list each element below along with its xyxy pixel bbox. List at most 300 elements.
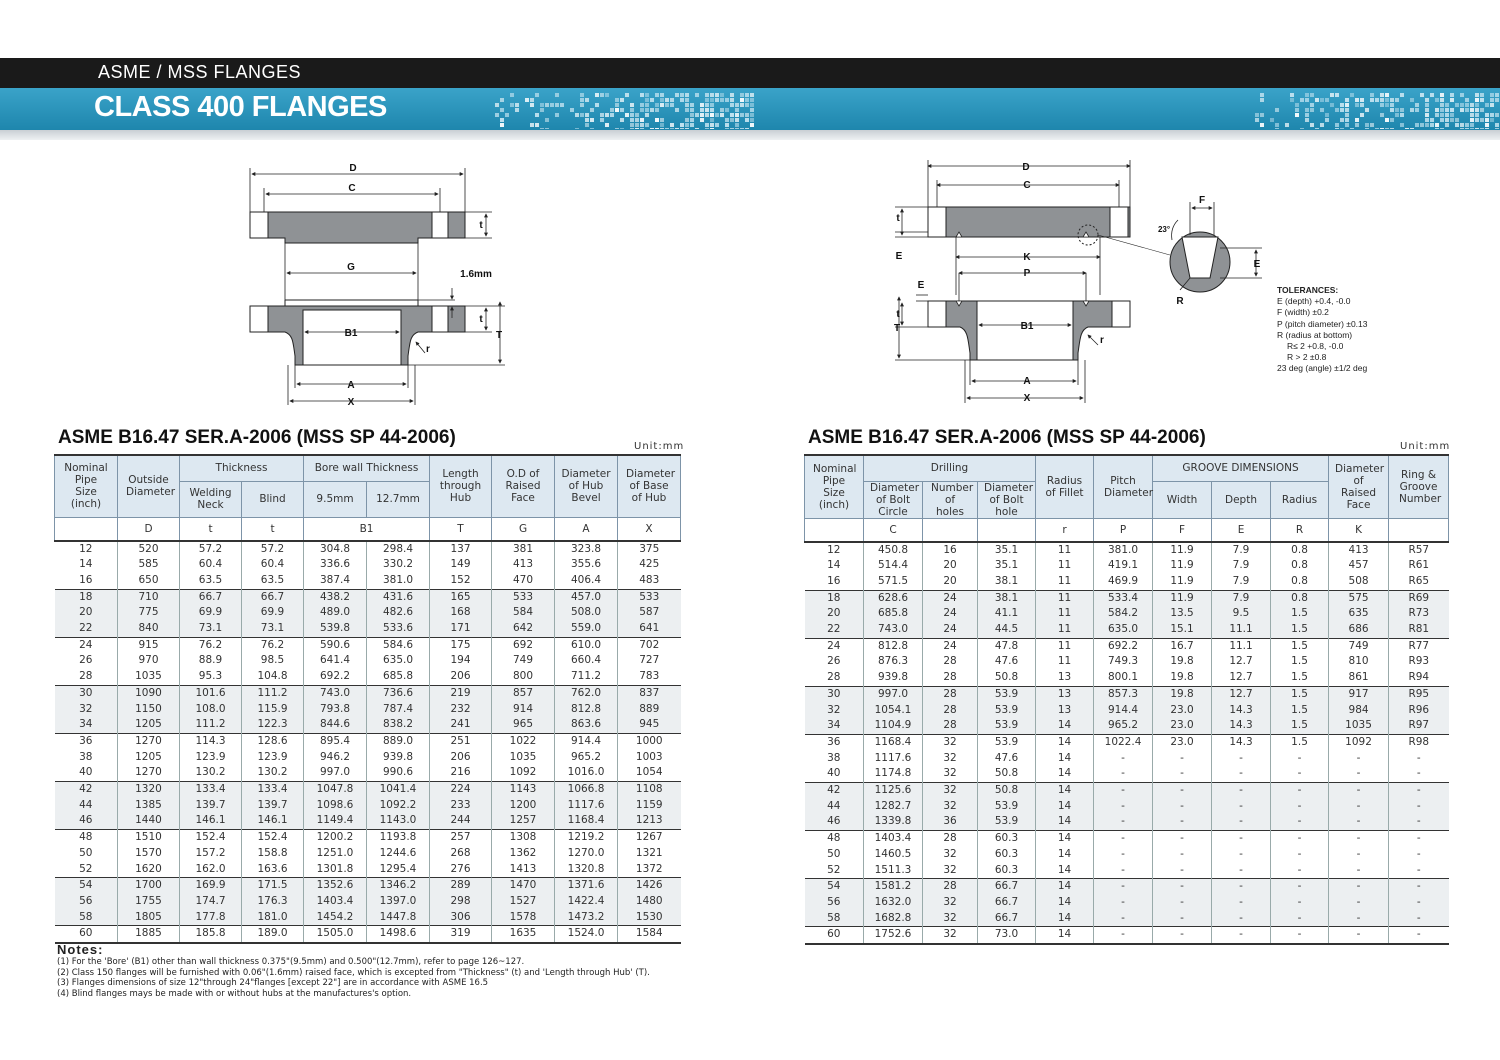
table-cell: 104.8 [242,669,304,685]
table-cell: 1510 [118,830,180,846]
symbol-cell: K [1329,518,1389,542]
table-row [805,574,1449,590]
table-cell: 533.6 [367,621,430,637]
table-cell: 95.3 [180,669,242,685]
table-cell: 14 [1036,879,1094,895]
note-item: (2) Class 150 flanges will be furnished with 0.06"(1.6mm) raised face, which is excepted from "Thickness" (t) and 'Length through Hub' (T). [57,967,650,978]
col-thickness: Thickness [180,455,304,481]
table-cell: 174.7 [180,894,242,910]
table-cell: 1635 [492,926,555,943]
table-cell: 189.0 [242,926,304,943]
dim-label-A: A [1023,376,1031,387]
table-cell: 30 [805,686,864,702]
symbol-cell: t [180,517,242,541]
table-cell: - [1271,766,1329,782]
table-cell: 514.4 [864,558,923,574]
table-cell: 431.6 [367,589,430,605]
table-cell: 14 [1036,766,1094,782]
table-row [805,542,1449,559]
col-bolt-hole: Diameter of Bolt hole [978,481,1036,518]
table-cell: 1885 [118,926,180,943]
col-od-raised-face: O.D of Raised Face [492,455,555,517]
tolerance-line: R (radius at bottom) [1277,329,1353,340]
table-cell: 123.9 [242,750,304,766]
table-row [805,911,1449,927]
table-cell: 14 [1036,847,1094,863]
table-cell: 1090 [118,685,180,701]
table-cell: 11.9 [1153,542,1212,559]
table-cell: 19.8 [1153,654,1212,670]
table-cell: - [1153,879,1212,895]
table-cell: - [1329,783,1389,799]
table-cell: 26 [79,654,93,667]
table-cell: 257 [430,830,492,846]
table-cell: 641.4 [304,653,367,669]
table-row [805,622,1449,638]
table-cell: 1447.8 [367,910,430,926]
table-row [805,670,1449,686]
table-row [805,895,1449,911]
dim-label-F: F [1198,195,1206,206]
table-cell: R96 [1389,703,1449,719]
table-row [805,751,1449,767]
table-row [55,830,681,846]
table-cell: 101.6 [180,685,242,701]
table-cell: 914.4 [1094,703,1153,719]
table-cell: 139.7 [242,798,304,814]
table-cell: 60.3 [978,863,1036,879]
table-cell: 38 [79,750,93,763]
table-cell: - [1389,911,1449,927]
symbol-cell [923,518,978,542]
table-cell: 635.0 [1094,622,1153,638]
col-outside-diameter: Outside Diameter [118,455,180,517]
table-cell: 32 [55,702,118,718]
table-cell: - [1389,927,1449,944]
table-cell: 14.3 [1212,718,1271,734]
table-cell: 710 [118,589,180,605]
table-row [55,637,681,653]
table-cell: - [1271,847,1329,863]
table-cell: 1620 [118,862,180,878]
table-cell: - [1329,814,1389,830]
table-cell: 1159 [618,798,681,814]
table-cell: 381.0 [367,573,430,589]
table-cell: 1117.6 [864,751,923,767]
table-cell: 1385 [118,798,180,814]
table-cell: 47.6 [978,751,1036,767]
table-cell: - [1094,799,1153,815]
table-cell: 970 [118,653,180,669]
col-groove-dimensions: GROOVE DIMENSIONS [1153,455,1329,481]
table-cell: 244 [430,813,492,829]
table-cell: 1098.6 [304,798,367,814]
table-cell: 692 [492,637,555,653]
table-cell: 1454.2 [304,910,367,926]
table-cell: - [1153,863,1212,879]
table-row [805,799,1449,815]
table-cell: - [1212,927,1271,944]
table-cell: 1125.6 [864,783,923,799]
page-title: CLASS 400 FLANGES [94,91,387,123]
table-cell: 1117.6 [555,798,618,814]
table-cell: 38.1 [978,590,1036,606]
table-cell: 749.3 [1094,654,1153,670]
table-cell: 14 [1036,911,1094,927]
table-row [55,557,681,573]
table-cell: 387.4 [304,573,367,589]
table-cell: 11.1 [1212,638,1271,654]
table-cell: 35.1 [978,542,1036,559]
table-cell: - [1094,814,1153,830]
table-cell: 152.4 [242,830,304,846]
table-cell: 1270 [118,733,180,749]
table-cell: 28 [923,686,978,702]
table-cell: 749 [1329,638,1389,654]
table-cell: 53.9 [978,703,1036,719]
table-cell: 1022.4 [1094,734,1153,750]
table-cell: 641 [618,621,681,637]
header-shadow-bar [0,130,1500,140]
table-cell: 1267 [618,830,681,846]
table-cell: 163.6 [242,862,304,878]
table-cell: - [1212,911,1271,927]
dim-label-C: C [1023,180,1031,191]
table-cell: 28 [79,670,93,683]
table-cell: 837 [618,685,681,701]
table-cell: - [1329,911,1389,927]
table-cell: 635.0 [367,653,430,669]
col-pitch-diameter: Pitch Diameter [1094,455,1153,518]
table-cell: 36 [923,814,978,830]
table-row [805,654,1449,670]
symbol-cell: E [1212,518,1271,542]
table-cell: 216 [430,765,492,781]
table-row [55,733,681,749]
dim-label-A: A [347,380,355,391]
table-cell: 1422.4 [555,894,618,910]
table-cell: 692.2 [304,669,367,685]
table-cell: 14 [1036,799,1094,815]
table-cell: 1205 [118,750,180,766]
table-cell: 22 [805,622,864,638]
dim-label-P: P [1023,268,1031,279]
table-cell: - [1153,814,1212,830]
table-cell: R69 [1389,590,1449,606]
table-cell: 702 [618,637,681,653]
table-cell: 60.4 [242,557,304,573]
table-cell: 1035 [118,669,180,685]
table-cell: - [1153,847,1212,863]
table-cell: 1270 [118,765,180,781]
header-category-bar [0,58,1500,88]
table-row [55,589,681,605]
table-row [55,605,681,621]
col-hub-bevel: Diameter of Hub Bevel [555,455,618,517]
table-cell: - [1329,831,1389,847]
table-cell: 32 [923,863,978,879]
ring-groove-detail [1150,190,1275,310]
table-cell: 800.1 [1094,670,1153,686]
table-cell: 12 [827,543,841,556]
table-cell: 241 [430,717,492,733]
dim-label-r: r [426,344,430,355]
left-dimensions-table [54,454,681,944]
table-cell: 1581.2 [864,879,923,895]
table-cell: 66.7 [978,911,1036,927]
table-cell: 686 [1329,622,1389,638]
table-cell: - [1094,895,1153,911]
table-cell: 60.3 [978,831,1036,847]
col-bore-12-7: 12.7mm [367,481,430,517]
table-cell: 1200 [492,798,555,814]
table-cell: 32 [923,847,978,863]
table-cell: R94 [1389,670,1449,686]
table-cell: 176.3 [242,894,304,910]
table-cell: - [1153,895,1212,911]
table-cell: 14.3 [1212,734,1271,750]
table-cell: 775 [118,605,180,621]
table-cell: 19.8 [1153,670,1212,686]
table-cell: 11.9 [1153,558,1212,574]
table-cell: 177.8 [180,910,242,926]
table-cell: 40 [827,767,841,780]
table-cell: - [1389,751,1449,767]
table-cell: 48 [805,831,864,847]
table-cell: 685.8 [864,606,923,622]
table-cell: 41.1 [978,606,1036,622]
table-cell: - [1389,783,1449,799]
table-cell: 1403.4 [864,831,923,847]
col-welding-neck: Welding Neck [180,481,242,517]
table-cell: - [1389,863,1449,879]
table-cell: - [1329,895,1389,911]
table-cell: 53.9 [978,799,1036,815]
table-row [55,621,681,637]
table-cell: 533.4 [1094,590,1153,606]
table-cell: 73.1 [180,621,242,637]
table-cell: 1.5 [1271,606,1329,622]
table-cell: 14 [1036,783,1094,799]
table-cell: 66.7 [242,589,304,605]
table-cell: 861 [1329,670,1389,686]
table-cell: 56 [805,895,864,911]
table-cell: 1270.0 [555,846,618,862]
table-cell: 584.6 [367,637,430,653]
table-cell: 14 [827,559,841,572]
table-cell: - [1212,783,1271,799]
table-cell: 24 [55,637,118,653]
table-cell: 1700 [118,878,180,894]
table-cell: 54 [55,878,118,894]
table-cell: - [1094,751,1153,767]
table-cell: 128.6 [242,733,304,749]
symbol-cell: T [430,517,492,541]
table-cell: 54 [805,879,864,895]
dim-label-E-top: E [895,251,903,262]
table-cell: 251 [430,733,492,749]
col-depth: Depth [1212,481,1271,518]
table-cell: 50.8 [978,766,1036,782]
table-cell: 587 [618,605,681,621]
table-cell: 1041.4 [367,782,430,798]
col-raised-face: Diameter of Raised Face [1329,455,1389,518]
table-cell: 53.9 [978,686,1036,702]
table-cell: 685.8 [367,669,430,685]
table-cell: 1168.4 [864,734,923,750]
table-row [805,879,1449,895]
symbol-cell: t [242,517,304,541]
table-cell: 123.9 [180,750,242,766]
table-cell: 44 [805,799,864,815]
tolerances-heading: TOLERANCES: [1277,285,1339,295]
table-cell: 945 [618,717,681,733]
table-cell: 32 [923,911,978,927]
tolerance-line: R > 2 ±0.8 [1287,352,1327,363]
symbol-cell: r [1036,518,1094,542]
table-cell: 425 [618,557,681,573]
table-cell: 787.4 [367,702,430,718]
table-cell: 457 [1329,558,1389,574]
table-row [805,606,1449,622]
table-cell: 876.3 [864,654,923,670]
table-cell: 11 [1036,542,1094,559]
table-cell: R98 [1389,734,1449,750]
table-cell: 323.8 [555,541,618,558]
table-cell: 13 [1036,670,1094,686]
dim-label-angle: 23° [1157,225,1171,234]
table-cell: 58 [805,911,864,927]
table-cell: 917 [1329,686,1389,702]
table-cell: 35.1 [978,558,1036,574]
table-cell: 1104.9 [864,718,923,734]
table-cell: 939.8 [367,750,430,766]
table-cell: 304.8 [304,541,367,558]
table-cell: 1143 [492,782,555,798]
table-cell: 137 [430,541,492,558]
symbol-cell: A [555,517,618,541]
table-cell: - [1212,863,1271,879]
table-cell: 12.7 [1212,686,1271,702]
table-cell: - [1271,895,1329,911]
table-cell: 762.0 [555,685,618,701]
table-cell: 0.8 [1271,574,1329,590]
table-cell: 98.5 [242,653,304,669]
table-cell: 1282.7 [864,799,923,815]
table-cell: 23.0 [1153,703,1212,719]
table-row [55,782,681,798]
table-row [55,541,681,558]
table-cell: 1251.0 [304,846,367,862]
table-cell: 1295.4 [367,862,430,878]
table-cell: 11 [1036,654,1094,670]
table-cell: 76.2 [242,637,304,653]
table-cell: 73.0 [978,927,1036,944]
table-cell: 60.4 [180,557,242,573]
table-row [805,718,1449,734]
table-cell: 895.4 [304,733,367,749]
pixel-pattern-decoration [495,93,755,129]
table-cell: 1527 [492,894,555,910]
table-cell: - [1094,783,1153,799]
dim-label-K: K [1023,252,1031,263]
dim-label-B1: B1 [344,328,358,339]
table-cell: 47.6 [978,654,1036,670]
table-cell: 36 [55,733,118,749]
table-cell: 24 [923,590,978,606]
note-item: (4) Blind flanges mays be made with or without hubs at the manufactures's option. [57,988,412,999]
table-cell: 157.2 [180,846,242,862]
table-cell: 162.0 [180,862,242,878]
table-cell: 11.9 [1153,590,1212,606]
table-cell: R93 [1389,654,1449,670]
table-cell: 115.9 [242,702,304,718]
table-cell: 984 [1329,703,1389,719]
table-row [55,717,681,733]
table-cell: 483 [618,573,681,589]
col-bolt-circle: Diameter of Bolt Circle [864,481,923,518]
symbol-cell: X [618,517,681,541]
table-cell: 470 [492,573,555,589]
table-cell: 520 [118,541,180,558]
table-cell: 11 [1036,590,1094,606]
table-cell: 57.2 [242,541,304,558]
table-cell: 185.8 [180,926,242,943]
table-cell: 171 [430,621,492,637]
col-drilling: Drilling [864,455,1036,481]
col-base-hub: Diameter of Base of Hub [618,455,681,517]
table-cell: - [1153,799,1212,815]
table-cell: 165 [430,589,492,605]
table-cell: 53.9 [978,718,1036,734]
table-cell: 749 [492,653,555,669]
table-cell: 24 [923,638,978,654]
table-cell: 88.9 [180,653,242,669]
table-row [805,638,1449,654]
table-cell: 406.4 [555,573,618,589]
dim-label-B1: B1 [1020,321,1034,332]
symbol-cell: F [1153,518,1212,542]
table-cell: 28 [923,879,978,895]
table-cell: 711.2 [555,669,618,685]
table-cell: 14 [1036,814,1094,830]
table-cell: 559.0 [555,621,618,637]
table-cell: 1092.2 [367,798,430,814]
table-cell: 381.0 [1094,542,1153,559]
table-cell: 1413 [492,862,555,878]
table-cell: - [1153,927,1212,944]
table-cell: 1397.0 [367,894,430,910]
dim-label-X: X [1023,393,1031,404]
table-cell: 44 [55,798,118,814]
table-cell: 224 [430,782,492,798]
table-cell: 1054 [618,765,681,781]
table-cell: 16 [79,573,93,586]
table-cell: 53.9 [978,734,1036,750]
table-cell: 18 [805,590,864,606]
symbol-cell: P [1094,518,1153,542]
dim-label-D: D [349,163,357,174]
table-cell: 413 [492,557,555,573]
table-cell: 52 [827,863,841,876]
table-cell: 1805 [118,910,180,926]
table-cell: 1.5 [1271,703,1329,719]
table-cell: 1035 [1329,718,1389,734]
table-cell: 16 [923,542,978,559]
table-cell: 1108 [618,782,681,798]
table-cell: R73 [1389,606,1449,622]
table-cell: 206 [430,750,492,766]
